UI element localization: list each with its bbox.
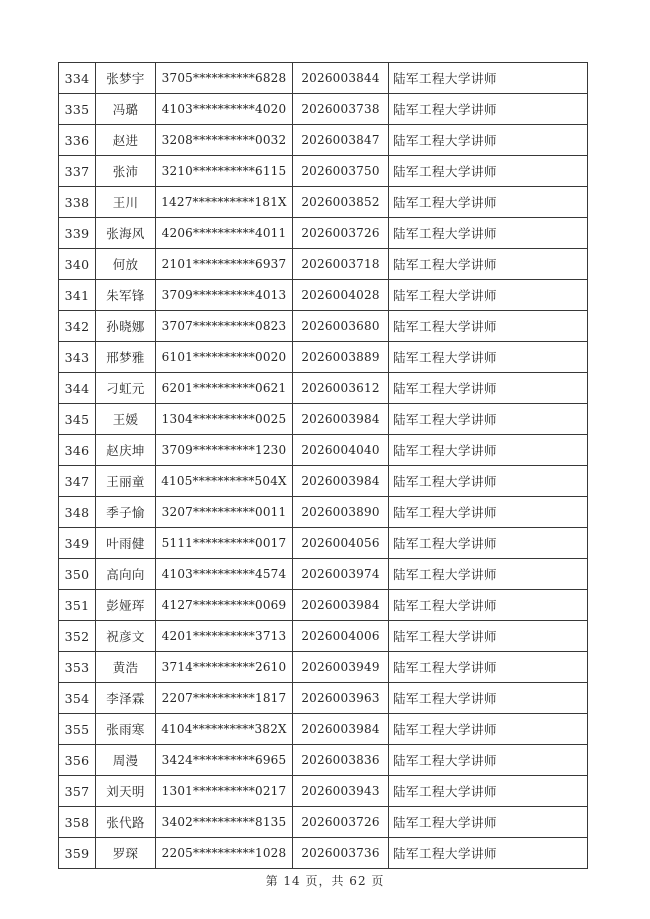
cell-id-number: 3207**********0011 xyxy=(156,497,293,528)
cell-row-number: 358 xyxy=(59,807,96,838)
cell-position: 陆军工程大学讲师 xyxy=(389,249,588,280)
cell-cert-number: 2026003984 xyxy=(293,714,389,745)
cell-name: 高向向 xyxy=(96,559,156,590)
page-number-footer: 第 14 页，共 62 页 xyxy=(265,874,385,888)
cell-cert-number: 2026003612 xyxy=(293,373,389,404)
cell-id-number: 4206**********4011 xyxy=(156,218,293,249)
cell-position: 陆军工程大学讲师 xyxy=(389,373,588,404)
cell-name: 王媛 xyxy=(96,404,156,435)
cell-row-number: 339 xyxy=(59,218,96,249)
cell-row-number: 338 xyxy=(59,187,96,218)
cell-position: 陆军工程大学讲师 xyxy=(389,466,588,497)
cell-cert-number: 2026003943 xyxy=(293,776,389,807)
cell-row-number: 346 xyxy=(59,435,96,466)
cell-name: 张海风 xyxy=(96,218,156,249)
cell-position: 陆军工程大学讲师 xyxy=(389,187,588,218)
cell-id-number: 2207**********1817 xyxy=(156,683,293,714)
cell-cert-number: 2026004028 xyxy=(293,280,389,311)
table-row xyxy=(59,621,588,652)
cell-position: 陆军工程大学讲师 xyxy=(389,745,588,776)
cell-id-number: 3707**********0823 xyxy=(156,311,293,342)
cell-row-number: 350 xyxy=(59,559,96,590)
cell-row-number: 347 xyxy=(59,466,96,497)
cell-position: 陆军工程大学讲师 xyxy=(389,683,588,714)
cell-name: 赵庆坤 xyxy=(96,435,156,466)
cell-row-number: 359 xyxy=(59,838,96,869)
cell-position: 陆军工程大学讲师 xyxy=(389,776,588,807)
table-row xyxy=(59,280,588,311)
cell-id-number: 1427**********181X xyxy=(156,187,293,218)
cell-row-number: 353 xyxy=(59,652,96,683)
cell-row-number: 334 xyxy=(59,63,96,94)
cell-name: 祝彦文 xyxy=(96,621,156,652)
table-row xyxy=(59,404,588,435)
cell-id-number: 2101**********6937 xyxy=(156,249,293,280)
cell-row-number: 354 xyxy=(59,683,96,714)
cell-id-number: 4103**********4020 xyxy=(156,94,293,125)
cell-id-number: 2205**********1028 xyxy=(156,838,293,869)
cell-row-number: 341 xyxy=(59,280,96,311)
cell-name: 何放 xyxy=(96,249,156,280)
cell-row-number: 342 xyxy=(59,311,96,342)
table-row xyxy=(59,125,588,156)
cell-row-number: 356 xyxy=(59,745,96,776)
cell-position: 陆军工程大学讲师 xyxy=(389,838,588,869)
cell-cert-number: 2026003736 xyxy=(293,838,389,869)
cell-id-number: 3402**********8135 xyxy=(156,807,293,838)
cell-position: 陆军工程大学讲师 xyxy=(389,714,588,745)
cell-row-number: 348 xyxy=(59,497,96,528)
table-row xyxy=(59,497,588,528)
cell-id-number: 3709**********4013 xyxy=(156,280,293,311)
cell-id-number: 6101**********0020 xyxy=(156,342,293,373)
table-row xyxy=(59,373,588,404)
cell-id-number: 3714**********2610 xyxy=(156,652,293,683)
cell-position: 陆军工程大学讲师 xyxy=(389,156,588,187)
cell-row-number: 345 xyxy=(59,404,96,435)
cell-name: 张梦宇 xyxy=(96,63,156,94)
table-row xyxy=(59,590,588,621)
cell-cert-number: 2026003680 xyxy=(293,311,389,342)
cell-name: 彭娅珲 xyxy=(96,590,156,621)
cell-name: 邢梦雅 xyxy=(96,342,156,373)
table-row xyxy=(59,311,588,342)
cell-position: 陆军工程大学讲师 xyxy=(389,342,588,373)
cell-row-number: 343 xyxy=(59,342,96,373)
table-row xyxy=(59,776,588,807)
cell-position: 陆军工程大学讲师 xyxy=(389,621,588,652)
table-row xyxy=(59,187,588,218)
cell-name: 张雨寒 xyxy=(96,714,156,745)
cell-name: 王川 xyxy=(96,187,156,218)
cell-cert-number: 2026004056 xyxy=(293,528,389,559)
cell-row-number: 355 xyxy=(59,714,96,745)
cell-cert-number: 2026003836 xyxy=(293,745,389,776)
cell-name: 冯璐 xyxy=(96,94,156,125)
cell-row-number: 337 xyxy=(59,156,96,187)
cell-row-number: 351 xyxy=(59,590,96,621)
table-row xyxy=(59,218,588,249)
table-row xyxy=(59,342,588,373)
cell-position: 陆军工程大学讲师 xyxy=(389,528,588,559)
cell-cert-number: 2026003726 xyxy=(293,218,389,249)
cell-position: 陆军工程大学讲师 xyxy=(389,807,588,838)
cell-position: 陆军工程大学讲师 xyxy=(389,311,588,342)
cell-row-number: 349 xyxy=(59,528,96,559)
table-row xyxy=(59,528,588,559)
cell-cert-number: 2026003984 xyxy=(293,590,389,621)
cell-position: 陆军工程大学讲师 xyxy=(389,63,588,94)
table-row xyxy=(59,745,588,776)
cell-row-number: 344 xyxy=(59,373,96,404)
cell-row-number: 335 xyxy=(59,94,96,125)
cell-position: 陆军工程大学讲师 xyxy=(389,652,588,683)
cell-row-number: 357 xyxy=(59,776,96,807)
cell-id-number: 4103**********4574 xyxy=(156,559,293,590)
cell-name: 黄浩 xyxy=(96,652,156,683)
cell-name: 季子愉 xyxy=(96,497,156,528)
cell-id-number: 1304**********0025 xyxy=(156,404,293,435)
cell-position: 陆军工程大学讲师 xyxy=(389,497,588,528)
cell-id-number: 3705**********6828 xyxy=(156,63,293,94)
cell-cert-number: 2026003974 xyxy=(293,559,389,590)
cell-id-number: 3210**********6115 xyxy=(156,156,293,187)
cell-id-number: 4127**********0069 xyxy=(156,590,293,621)
cell-cert-number: 2026003844 xyxy=(293,63,389,94)
cell-cert-number: 2026003750 xyxy=(293,156,389,187)
cell-id-number: 1301**********0217 xyxy=(156,776,293,807)
table-row xyxy=(59,683,588,714)
roster-body xyxy=(59,63,588,869)
cell-cert-number: 2026003726 xyxy=(293,807,389,838)
cell-id-number: 3208**********0032 xyxy=(156,125,293,156)
table-row xyxy=(59,466,588,497)
cell-position: 陆军工程大学讲师 xyxy=(389,404,588,435)
cell-position: 陆军工程大学讲师 xyxy=(389,94,588,125)
cell-cert-number: 2026003949 xyxy=(293,652,389,683)
table-row xyxy=(59,63,588,94)
table-row xyxy=(59,652,588,683)
cell-name: 张沛 xyxy=(96,156,156,187)
table-row xyxy=(59,714,588,745)
cell-name: 王丽童 xyxy=(96,466,156,497)
cell-cert-number: 2026004006 xyxy=(293,621,389,652)
cell-position: 陆军工程大学讲师 xyxy=(389,280,588,311)
cell-name: 李泽霖 xyxy=(96,683,156,714)
cell-id-number: 3424**********6965 xyxy=(156,745,293,776)
cell-name: 叶雨健 xyxy=(96,528,156,559)
cell-cert-number: 2026003890 xyxy=(293,497,389,528)
table-row xyxy=(59,838,588,869)
cell-id-number: 4201**********3713 xyxy=(156,621,293,652)
cell-name: 周漫 xyxy=(96,745,156,776)
table-row xyxy=(59,559,588,590)
table-row xyxy=(59,94,588,125)
cell-cert-number: 2026003718 xyxy=(293,249,389,280)
cell-cert-number: 2026003738 xyxy=(293,94,389,125)
cell-name: 朱军锋 xyxy=(96,280,156,311)
cell-cert-number: 2026003889 xyxy=(293,342,389,373)
cell-name: 刘天明 xyxy=(96,776,156,807)
cell-cert-number: 2026003984 xyxy=(293,404,389,435)
cell-cert-number: 2026003984 xyxy=(293,466,389,497)
cell-cert-number: 2026004040 xyxy=(293,435,389,466)
cell-cert-number: 2026003852 xyxy=(293,187,389,218)
cell-position: 陆军工程大学讲师 xyxy=(389,218,588,249)
cell-cert-number: 2026003847 xyxy=(293,125,389,156)
roster-table xyxy=(58,62,588,869)
cell-position: 陆军工程大学讲师 xyxy=(389,125,588,156)
cell-name: 刁虹元 xyxy=(96,373,156,404)
table-row xyxy=(59,807,588,838)
cell-cert-number: 2026003963 xyxy=(293,683,389,714)
cell-id-number: 5111**********0017 xyxy=(156,528,293,559)
cell-id-number: 6201**********0621 xyxy=(156,373,293,404)
cell-name: 罗琛 xyxy=(96,838,156,869)
cell-row-number: 336 xyxy=(59,125,96,156)
cell-id-number: 3709**********1230 xyxy=(156,435,293,466)
table-row xyxy=(59,249,588,280)
cell-name: 赵进 xyxy=(96,125,156,156)
cell-row-number: 352 xyxy=(59,621,96,652)
cell-position: 陆军工程大学讲师 xyxy=(389,559,588,590)
cell-id-number: 4104**********382X xyxy=(156,714,293,745)
cell-position: 陆军工程大学讲师 xyxy=(389,435,588,466)
cell-name: 张代路 xyxy=(96,807,156,838)
cell-position: 陆军工程大学讲师 xyxy=(389,590,588,621)
table-row xyxy=(59,435,588,466)
cell-id-number: 4105**********504X xyxy=(156,466,293,497)
cell-row-number: 340 xyxy=(59,249,96,280)
cell-name: 孙晓娜 xyxy=(96,311,156,342)
table-row xyxy=(59,156,588,187)
